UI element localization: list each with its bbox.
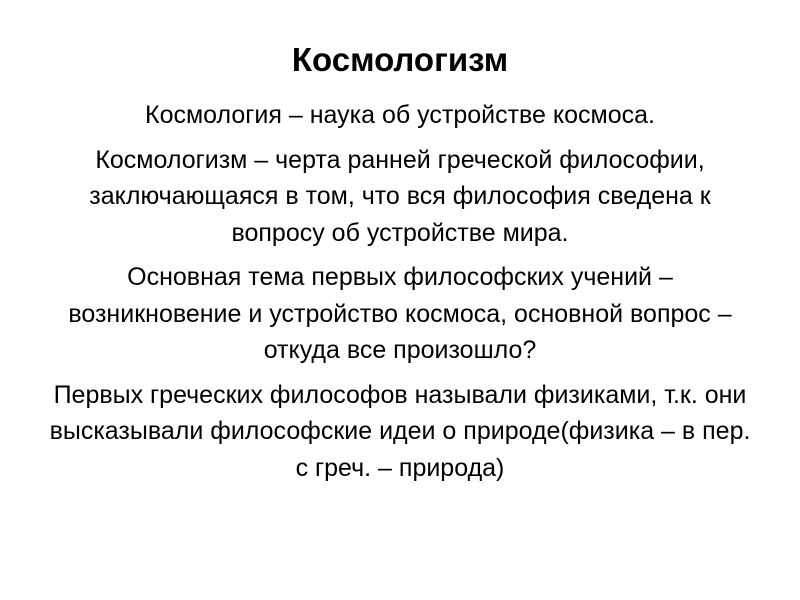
paragraph-physicists: Первых греческих философов называли физиками, т.к. они высказывали философские идеи о природе(физика – в пер. с греч. – природа) [49, 380, 751, 482]
paragraph-cosmology-definition: Космология – наука об устройстве космоса. [145, 101, 655, 129]
paragraph-cosmologism-definition: Космологизм – черта ранней греческой философии, заключающаяся в том, что вся философия сведена к вопросу об устройстве мира. [89, 145, 711, 247]
slide-body [40, 97, 760, 494]
paragraph-main-theme: Основная тема первых философских учений – возникновение и устройство космоса, основной вопрос – откуда все произошло? [68, 263, 732, 364]
slide-title: Космологизм [291, 41, 509, 78]
